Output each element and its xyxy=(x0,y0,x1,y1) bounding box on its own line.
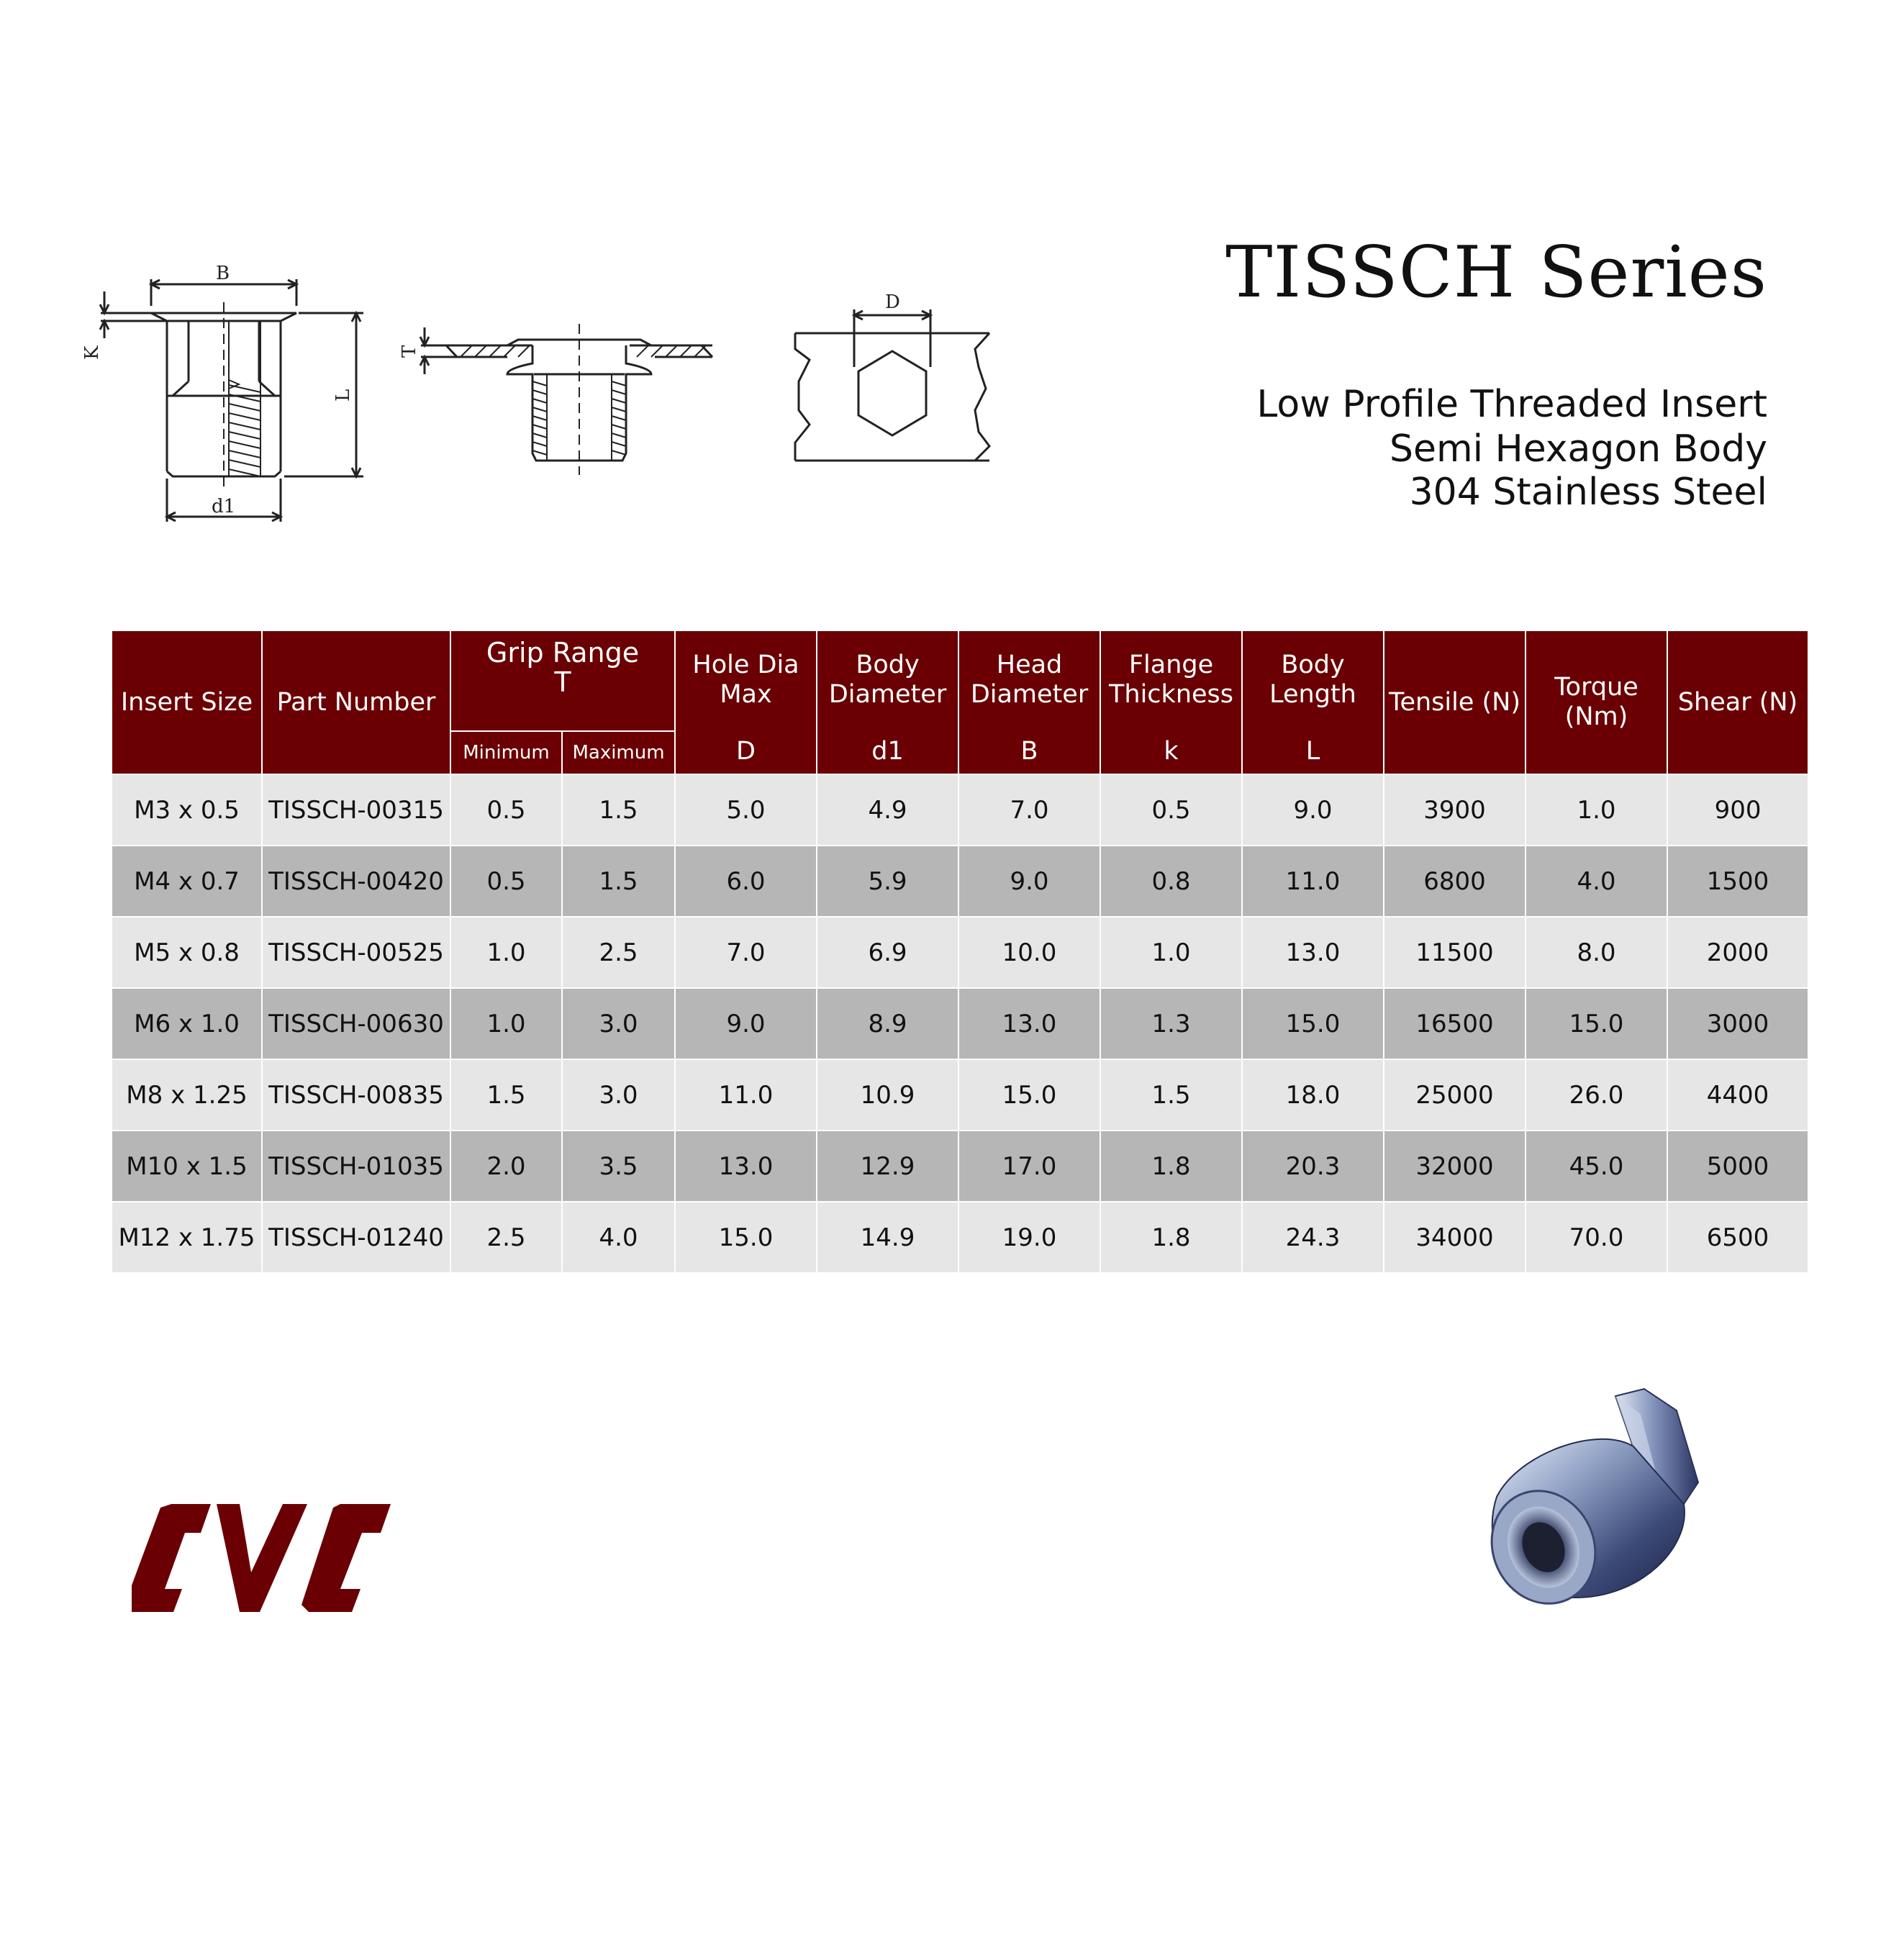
cell-shear: 6500 xyxy=(1667,1202,1808,1273)
cell-hole-dia: 6.0 xyxy=(675,846,817,917)
dim-label-d1: d1 xyxy=(212,496,236,517)
col-grip-range xyxy=(450,630,675,731)
cell-grip-max: 2.5 xyxy=(562,917,675,988)
cell-flange-thickness: 1.3 xyxy=(1100,988,1242,1059)
cell-insert-size: M8 x 1.25 xyxy=(112,1059,262,1131)
cell-torque: 70.0 xyxy=(1526,1202,1667,1273)
cell-hole-dia: 11.0 xyxy=(675,1059,817,1131)
cell-grip-min: 2.0 xyxy=(450,1131,562,1202)
cell-torque: 15.0 xyxy=(1526,988,1667,1059)
cell-grip-max: 1.5 xyxy=(562,774,675,846)
cell-head-diameter: 9.0 xyxy=(958,846,1100,917)
col-torque: Torque (Nm) xyxy=(1526,630,1667,774)
cell-tensile: 11500 xyxy=(1384,917,1526,988)
table-row xyxy=(112,774,1808,846)
cell-body-diameter: 12.9 xyxy=(817,1131,958,1202)
dim-label-T: T xyxy=(399,345,420,358)
cell-insert-size: M3 x 0.5 xyxy=(112,774,262,846)
cell-torque: 1.0 xyxy=(1526,774,1667,846)
cell-body-length: 9.0 xyxy=(1242,774,1384,846)
hole-dia-symbol: D xyxy=(736,737,756,766)
technical-drawings xyxy=(0,0,1043,547)
cell-shear: 5000 xyxy=(1667,1131,1808,1202)
head-diameter-symbol: B xyxy=(1020,737,1038,766)
hole-dia-label: Hole Dia Max xyxy=(692,651,799,709)
col-insert-size: Insert Size xyxy=(112,630,262,774)
cell-insert-size: M4 x 0.7 xyxy=(112,846,262,917)
flange-thickness-label: Flange Thickness xyxy=(1109,651,1233,709)
cell-body-length: 15.0 xyxy=(1242,988,1384,1059)
subtitle-line-2: Semi Hexagon Body xyxy=(1389,427,1767,471)
cell-tensile: 3900 xyxy=(1384,774,1526,846)
table-row xyxy=(112,988,1808,1059)
table-row xyxy=(112,846,1808,917)
cell-grip-max: 1.5 xyxy=(562,846,675,917)
dim-label-L: L xyxy=(332,389,354,402)
table-row xyxy=(112,1202,1808,1273)
cell-flange-thickness: 1.8 xyxy=(1100,1202,1242,1273)
cell-part-number: TISSCH-00420 xyxy=(262,846,450,917)
cell-body-diameter: 4.9 xyxy=(817,774,958,846)
cell-torque: 4.0 xyxy=(1526,846,1667,917)
cell-torque: 8.0 xyxy=(1526,917,1667,988)
cell-body-length: 18.0 xyxy=(1242,1059,1384,1131)
cell-shear: 3000 xyxy=(1667,988,1808,1059)
cell-hole-dia: 5.0 xyxy=(675,774,817,846)
cell-shear: 2000 xyxy=(1667,917,1808,988)
cvc-logo xyxy=(132,1504,405,1612)
cell-grip-min: 1.0 xyxy=(450,917,562,988)
subtitle-line-3: 304 Stainless Steel xyxy=(1409,471,1767,514)
cell-part-number: TISSCH-01035 xyxy=(262,1131,450,1202)
cell-insert-size: M10 x 1.5 xyxy=(112,1131,262,1202)
cell-part-number: TISSCH-00835 xyxy=(262,1059,450,1131)
side-view-drawing xyxy=(81,263,363,522)
col-head-diameter xyxy=(958,630,1100,774)
cell-flange-thickness: 1.0 xyxy=(1100,917,1242,988)
col-grip-max: Maximum xyxy=(562,731,675,774)
cell-head-diameter: 17.0 xyxy=(958,1131,1100,1202)
cell-body-length: 24.3 xyxy=(1242,1202,1384,1273)
col-part-number: Part Number xyxy=(262,630,450,774)
cell-grip-min: 1.5 xyxy=(450,1059,562,1131)
grip-range-label: Grip Range xyxy=(486,637,640,669)
spec-table-body xyxy=(112,774,1808,1273)
cell-shear: 1500 xyxy=(1667,846,1808,917)
head-diameter-label: Head Diameter xyxy=(970,651,1089,709)
cell-insert-size: M6 x 1.0 xyxy=(112,988,262,1059)
cell-flange-thickness: 0.8 xyxy=(1100,846,1242,917)
cell-grip-min: 0.5 xyxy=(450,846,562,917)
cell-body-diameter: 8.9 xyxy=(817,988,958,1059)
cell-tensile: 34000 xyxy=(1384,1202,1526,1273)
cell-body-length: 20.3 xyxy=(1242,1131,1384,1202)
cell-shear: 900 xyxy=(1667,774,1808,846)
body-diameter-label: Body Diameter xyxy=(828,651,947,709)
cell-body-diameter: 14.9 xyxy=(817,1202,958,1273)
body-length-symbol: L xyxy=(1305,737,1320,766)
col-body-length xyxy=(1242,630,1384,774)
cell-head-diameter: 19.0 xyxy=(958,1202,1100,1273)
cell-torque: 45.0 xyxy=(1526,1131,1667,1202)
cell-body-diameter: 10.9 xyxy=(817,1059,958,1131)
dim-label-B: B xyxy=(216,263,230,284)
dim-label-D: D xyxy=(885,291,900,313)
body-length-label: Body Length xyxy=(1269,651,1356,709)
dim-label-K: K xyxy=(81,345,103,360)
cell-flange-thickness: 1.8 xyxy=(1100,1131,1242,1202)
cell-flange-thickness: 0.5 xyxy=(1100,774,1242,846)
cell-part-number: TISSCH-00525 xyxy=(262,917,450,988)
col-tensile: Tensile (N) xyxy=(1384,630,1526,774)
cell-insert-size: M5 x 0.8 xyxy=(112,917,262,988)
col-flange-thickness xyxy=(1100,630,1242,774)
cell-head-diameter: 13.0 xyxy=(958,988,1100,1059)
cell-hole-dia: 15.0 xyxy=(675,1202,817,1273)
cell-grip-max: 4.0 xyxy=(562,1202,675,1273)
cell-head-diameter: 15.0 xyxy=(958,1059,1100,1131)
table-row xyxy=(112,917,1808,988)
cell-grip-min: 1.0 xyxy=(450,988,562,1059)
cell-body-length: 13.0 xyxy=(1242,917,1384,988)
cell-grip-max: 3.0 xyxy=(562,988,675,1059)
cell-head-diameter: 10.0 xyxy=(958,917,1100,988)
hole-view-drawing xyxy=(795,291,989,461)
col-hole-dia xyxy=(675,630,817,774)
cell-shear: 4400 xyxy=(1667,1059,1808,1131)
cell-tensile: 16500 xyxy=(1384,988,1526,1059)
cell-body-length: 11.0 xyxy=(1242,846,1384,917)
col-body-diameter xyxy=(817,630,958,774)
cell-grip-max: 3.5 xyxy=(562,1131,675,1202)
cell-grip-min: 2.5 xyxy=(450,1202,562,1273)
table-row xyxy=(112,1059,1808,1131)
cell-part-number: TISSCH-00630 xyxy=(262,988,450,1059)
cell-tensile: 25000 xyxy=(1384,1059,1526,1131)
subtitle-line-1: Low Profile Threaded Insert xyxy=(1256,383,1767,426)
cell-grip-max: 3.0 xyxy=(562,1059,675,1131)
cell-hole-dia: 13.0 xyxy=(675,1131,817,1202)
spec-table xyxy=(111,630,1809,1274)
cell-part-number: TISSCH-01240 xyxy=(262,1202,450,1273)
body-diameter-symbol: d1 xyxy=(871,737,904,766)
table-row xyxy=(112,1131,1808,1202)
cell-head-diameter: 7.0 xyxy=(958,774,1100,846)
flange-thickness-symbol: k xyxy=(1164,737,1179,766)
cell-hole-dia: 9.0 xyxy=(675,988,817,1059)
grip-range-symbol: T xyxy=(554,666,571,698)
series-title: TISSCH Series xyxy=(1225,232,1767,314)
installed-view-drawing xyxy=(399,324,712,475)
cell-part-number: TISSCH-00315 xyxy=(262,774,450,846)
cell-insert-size: M12 x 1.75 xyxy=(112,1202,262,1273)
cell-body-diameter: 5.9 xyxy=(817,846,958,917)
product-photo-rivet-nut xyxy=(1454,1382,1756,1641)
col-shear: Shear (N) xyxy=(1667,630,1808,774)
cell-hole-dia: 7.0 xyxy=(675,917,817,988)
cell-tensile: 32000 xyxy=(1384,1131,1526,1202)
cell-torque: 26.0 xyxy=(1526,1059,1667,1131)
col-grip-min: Minimum xyxy=(450,731,562,774)
cell-tensile: 6800 xyxy=(1384,846,1526,917)
cell-grip-min: 0.5 xyxy=(450,774,562,846)
cell-flange-thickness: 1.5 xyxy=(1100,1059,1242,1131)
cell-body-diameter: 6.9 xyxy=(817,917,958,988)
